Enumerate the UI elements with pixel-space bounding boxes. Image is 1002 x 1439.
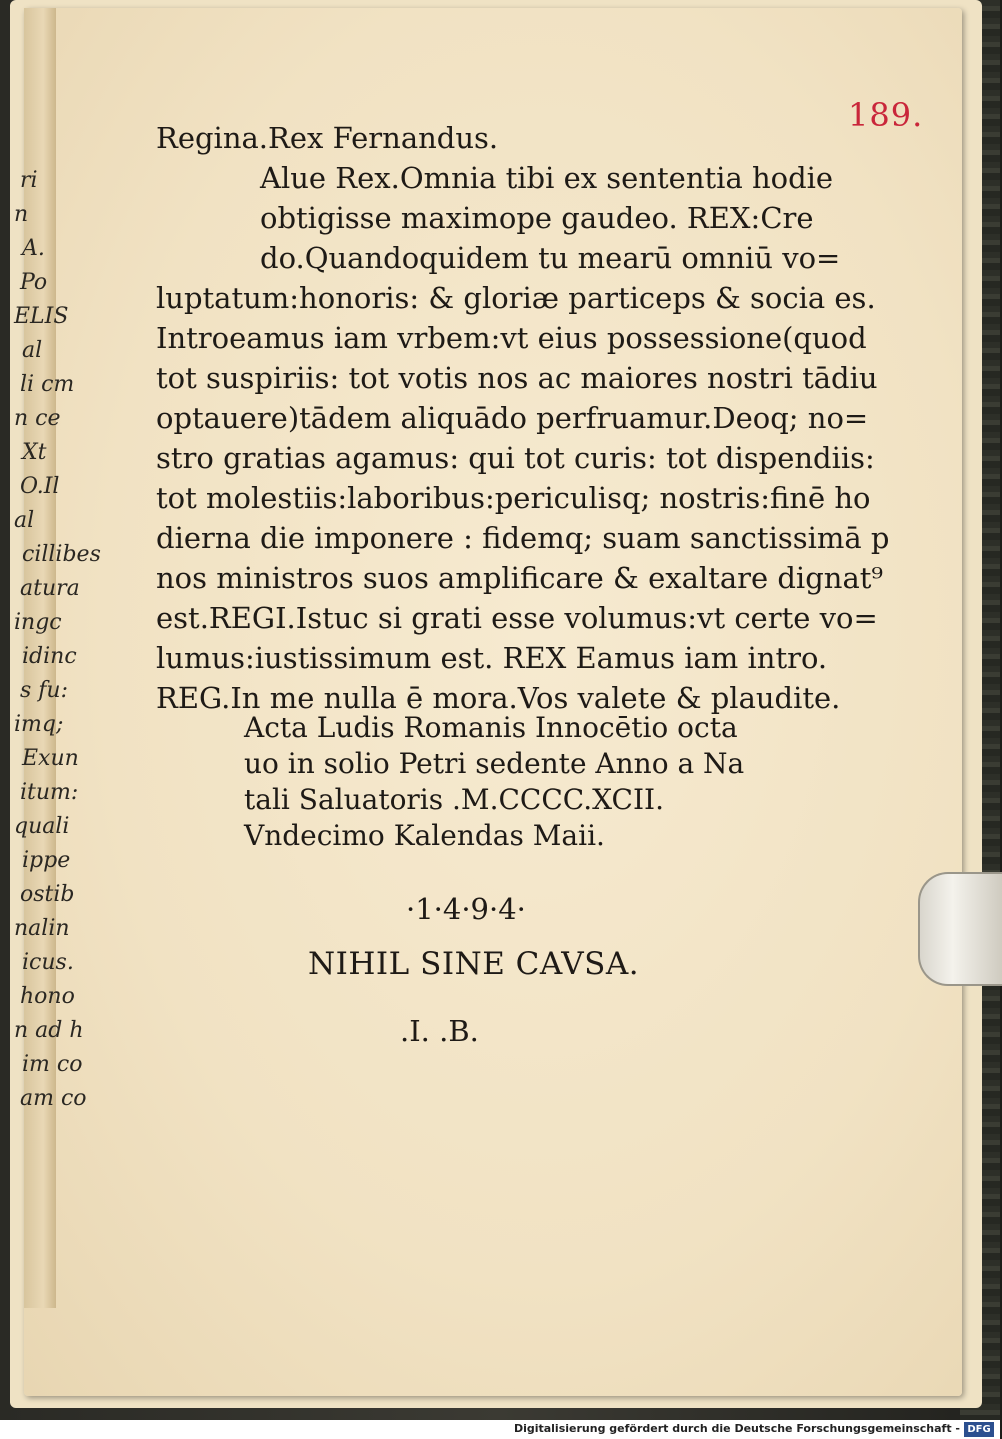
page-number: 189. <box>848 96 924 134</box>
margin-fragment: ELIS <box>14 304 69 329</box>
margin-fragment: O.Il <box>20 474 60 499</box>
text-line: Introeamus iam vrbem:vt eius possessione(quod <box>156 321 867 355</box>
colophon-line: Vndecimo Kalendas Maii. <box>244 819 605 852</box>
margin-fragment: al <box>14 508 35 533</box>
margin-fragment: imq; <box>14 712 64 737</box>
main-text <box>156 118 890 718</box>
text-line: est.REGI.Istuc si grati esse volumus:vt certe vo= <box>156 601 878 635</box>
margin-fragment: Po <box>20 270 48 295</box>
text-line: REG.In me nulla ē mora.Vos valete & plaudite. <box>156 681 841 715</box>
margin-fragment: Xt <box>22 440 47 465</box>
margin-fragment: n ad h <box>14 1018 84 1043</box>
margin-fragment: idinc <box>22 644 77 669</box>
margin-fragment: ippe <box>22 848 71 873</box>
text-line: lumus:iustissimum est. REX Eamus iam intro. <box>156 641 828 675</box>
footer-credit: Digitalisierung gefördert durch die Deutsche Forschungsgemeinschaft - <box>513 1422 960 1435</box>
margin-fragment: ostib <box>20 882 75 907</box>
colophon <box>244 710 764 854</box>
margin-fragment: im co <box>22 1052 83 1077</box>
text-line: stro gratias agamus: qui tot curis: tot dispendiis: <box>156 441 875 475</box>
margin-fragment: n ce <box>14 406 61 431</box>
margin-fragment: nalin <box>14 916 70 941</box>
margin-fragment: itum: <box>20 780 79 805</box>
margin-fragment: ri <box>20 168 38 193</box>
text-line: luptatum:honoris: & gloriæ particeps & socia es. <box>156 281 876 315</box>
text-line: tot molestiis:laboribus:periculisq; nostris:finē ho <box>156 481 871 515</box>
margin-fragment: A. <box>22 236 45 261</box>
text-line: do.Quandoquidem tu mearū omniū vo= <box>260 241 841 275</box>
page-clip <box>918 872 1002 986</box>
motto: NIHIL SINE CAVSA. <box>308 946 640 982</box>
text-line: obtigisse maximope gaudeo. REX:Cre <box>260 201 814 235</box>
margin-fragment: hono <box>20 984 75 1009</box>
margin-fragment: n <box>14 202 29 227</box>
margin-fragment: am co <box>20 1086 87 1111</box>
text-line: nos ministros suos amplificare & exaltare dignat⁹ <box>156 561 884 595</box>
margin-fragment: atura <box>20 576 80 601</box>
initials: .I. .B. <box>400 1014 479 1048</box>
footer-bar <box>0 1420 1000 1439</box>
colophon-line: uo in solio Petri sedente Anno a Na <box>244 747 745 780</box>
text-line: tot suspiriis: tot votis nos ac maiores nostri tādiu <box>156 361 878 395</box>
colophon-line: tali Saluatoris .M.CCCC.XCII. <box>244 783 664 816</box>
text-line: Alue Rex.Omnia tibi ex sententia hodie <box>260 161 834 195</box>
margin-fragment: s fu: <box>20 678 69 703</box>
margin-fragment: ingc <box>14 610 62 635</box>
margin-fragment: cillibes <box>22 542 101 567</box>
margin-fragment: li cm <box>20 372 75 397</box>
colophon-line: Acta Ludis Romanis Innocētio octa <box>244 711 738 744</box>
margin-fragment: Exun <box>22 746 79 771</box>
margin-fragment: icus. <box>22 950 74 975</box>
book-page <box>14 8 962 1396</box>
text-line: optauere)tādem aliquādo perfruamur.Deoq; no= <box>156 401 869 435</box>
text-line: dierna die imponere : fidemq; suam sanctissimā p <box>156 521 890 555</box>
year: ·1·4·9·4· <box>406 892 526 926</box>
text-line: Regina.Rex Fernandus. <box>156 121 499 155</box>
facing-page-edge <box>14 8 101 1308</box>
margin-fragment: quali <box>14 814 70 839</box>
margin-fragment: al <box>22 338 43 363</box>
dfg-logo: DFG <box>964 1422 994 1437</box>
